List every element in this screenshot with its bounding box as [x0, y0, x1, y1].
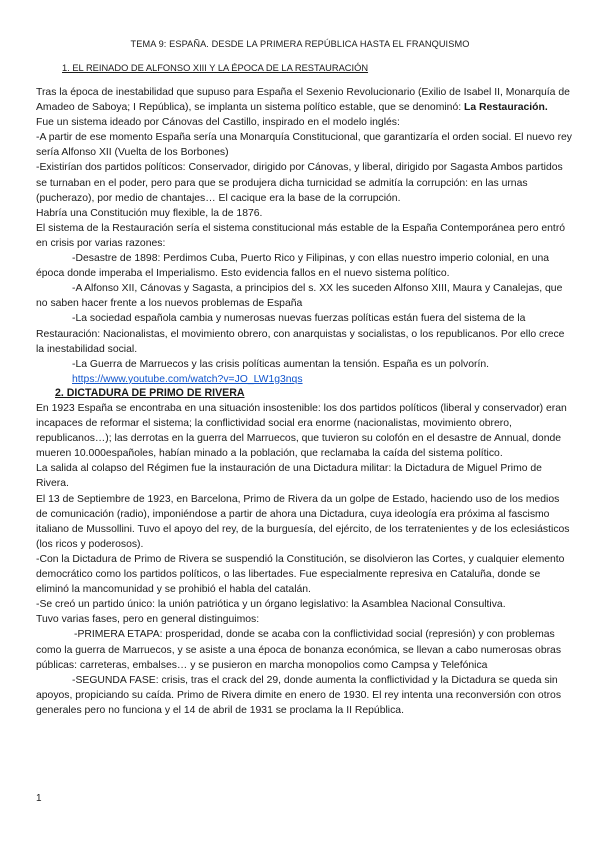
- section1-link-row: [36, 372, 572, 387]
- section1-paragraph-estable: El sistema de la Restauración sería el sistema constitucional más estable de la España Contemporánea pero entró en crisis por varias razones:: [36, 222, 566, 249]
- restauracion-term: La Restauración.: [464, 102, 548, 114]
- section2-paragraph-golpe: El 13 de Septiembre de 1923, en Barcelona, Primo de Rivera da un golpe de Estado, haciendo uso de los medios de comunicación (radio), imponiéndose a partir de ahora una Dictadura, cuya ideología era próxima al fascismo italiano de Mussollini. Tuvo el apoyo del rey, de la burguesía, del ejército, de los terratenientes y de los eclesiásticos (los ricos y poderosos).: [36, 493, 570, 550]
- section2-paragraph-segunda-fase: -SEGUNDA FASE: crisis, tras el crack del 29, donde aumenta la conflictividad y la Dictadura se queda sin apoyos, propiciando su caída. Primo de Rivera dimite en enero de 1930. El rey intenta una reconversión con otros generales pero no funciona y el 14 de abril de 1931 se proclama la II República.: [36, 674, 562, 716]
- section1-paragraph-sociedad: -La sociedad española cambia y numerosas nuevas fuerzas políticas están fuera del sistema de la Restauración: Nacionalistas, el movimiento obrero, con anarquistas y socialistas, o los republicanos. Por ello crece la inestabilidad social.: [36, 313, 565, 355]
- youtube-link[interactable]: https://www.youtube.com/watch?v=JO_LW1g3nqs: [72, 373, 303, 385]
- section1-intro-text: Tras la época de inestabilidad que supuso para España el Sexenio Revolucionario (Exilio de Isabel II, Monarquía de Amadeo de Saboya; I República), se implanta un sistema político estable, que se denominó:: [36, 87, 570, 114]
- section1-paragraph-constitucion: Habría una Constitución muy flexible, la de 1876.: [36, 207, 263, 219]
- section2-paragraph-primera-etapa: -PRIMERA ETAPA: prosperidad, donde se acaba con la conflictividad social (represión) y con problemas como la guerra de Marruecos, y se asiste a una época de bonanza económica, se llevan a cabo numerosas obras públicas: carreteras, embalses… y se pusieron en marcha monopolios como Campsa y Telefónica: [36, 629, 562, 671]
- section2-heading: 2. DICTADURA DE PRIMO DE RIVERA: [55, 387, 245, 399]
- section1-paragraph-intro: [36, 85, 572, 115]
- section1-heading: 1. EL REINADO DE ALFONSO XIII Y LA ÉPOCA DE LA RESTAURACIÓN: [62, 63, 369, 73]
- section2-paragraph-1923: En 1923 España se encontraba en una situación insostenible: los dos partidos políticos (liberal y conservador) eran incapaces de reformar el sistema; la conflictividad social era enorme (nacionalistas, movimiento obrero, republicanos…); las derrotas en la guerra del Marruecos, que tuvieron su colofón en el desastre de Annual, donde mueren 10.000españoles, habían minado a la población, que reclamaba la caída del sistema político.: [36, 403, 567, 460]
- section1-paragraph-desastre: -Desastre de 1898: Perdimos Cuba, Puerto Rico y Filipinas, y con ellas nuestro imperio colonial, en una época donde imperaba el Imperialismo. Esto evidencia fallos en el nuevo sistema político.: [36, 253, 550, 280]
- section2-body: [36, 401, 572, 718]
- section1-paragraph-partidos: -Existirían dos partidos políticos: Conservador, dirigido por Cánovas, y liberal, dirigido por Sagasta Ambos partidos se turnaban en el poder, pero para que se produjera dicha turnicidad se admitía la corrupción: en las urnas (pucherazo), por medio de chantajes… El cacique era la base de la corrupción.: [36, 162, 563, 204]
- section2-paragraph-suspension: -Con la Dictadura de Primo de Rivera se suspendió la Constitución, se disolvieron las Cortes, y cualquier elemento democrático como los partidos políticos, o las libertades. Fue especialmente represiva en Cataluña, donde se eliminó la mancomunidad y se prohibió el habla del catalán.: [36, 553, 565, 596]
- document-title: TEMA 9: ESPAÑA. DESDE LA PRIMERA REPÚBLICA HASTA EL FRANQUISMO: [130, 39, 470, 49]
- section2-paragraph-fases: Tuvo varias fases, pero en general distinguimos:: [36, 614, 260, 626]
- section1-paragraph-canovas: Fue un sistema ideado por Cánovas del Castillo, inspirado en el modelo inglés:: [36, 117, 400, 129]
- section1-paragraph-monarquia: -A partir de ese momento España sería una Monarquía Constitucional, que garantizaría el orden social. El nuevo rey sería Alfonso XII (Vuelta de los Borbones): [36, 132, 573, 159]
- page-number: 1: [36, 793, 42, 804]
- section1-body: [36, 85, 572, 387]
- section1-paragraph-sucesores: -A Alfonso XII, Cánovas y Sagasta, a principios del s. XX les suceden Alfonso XIII, Maura y Canalejas, que no saben hacer frente a los nuevos problemas de España: [36, 283, 563, 310]
- section1-paragraph-marruecos: -La Guerra de Marruecos y las crisis políticas aumentan la tensión. España es un polvorín.: [72, 358, 489, 370]
- section2-paragraph-partido-unico: -Se creó un partido único: la unión patriótica y un órgano legislativo: la Asamblea Nacional Consultiva.: [36, 599, 506, 611]
- section2-paragraph-salida: La salida al colapso del Régimen fue la instauración de una Dictadura militar: la Dictadura de Miguel Primo de Rivera.: [36, 463, 542, 490]
